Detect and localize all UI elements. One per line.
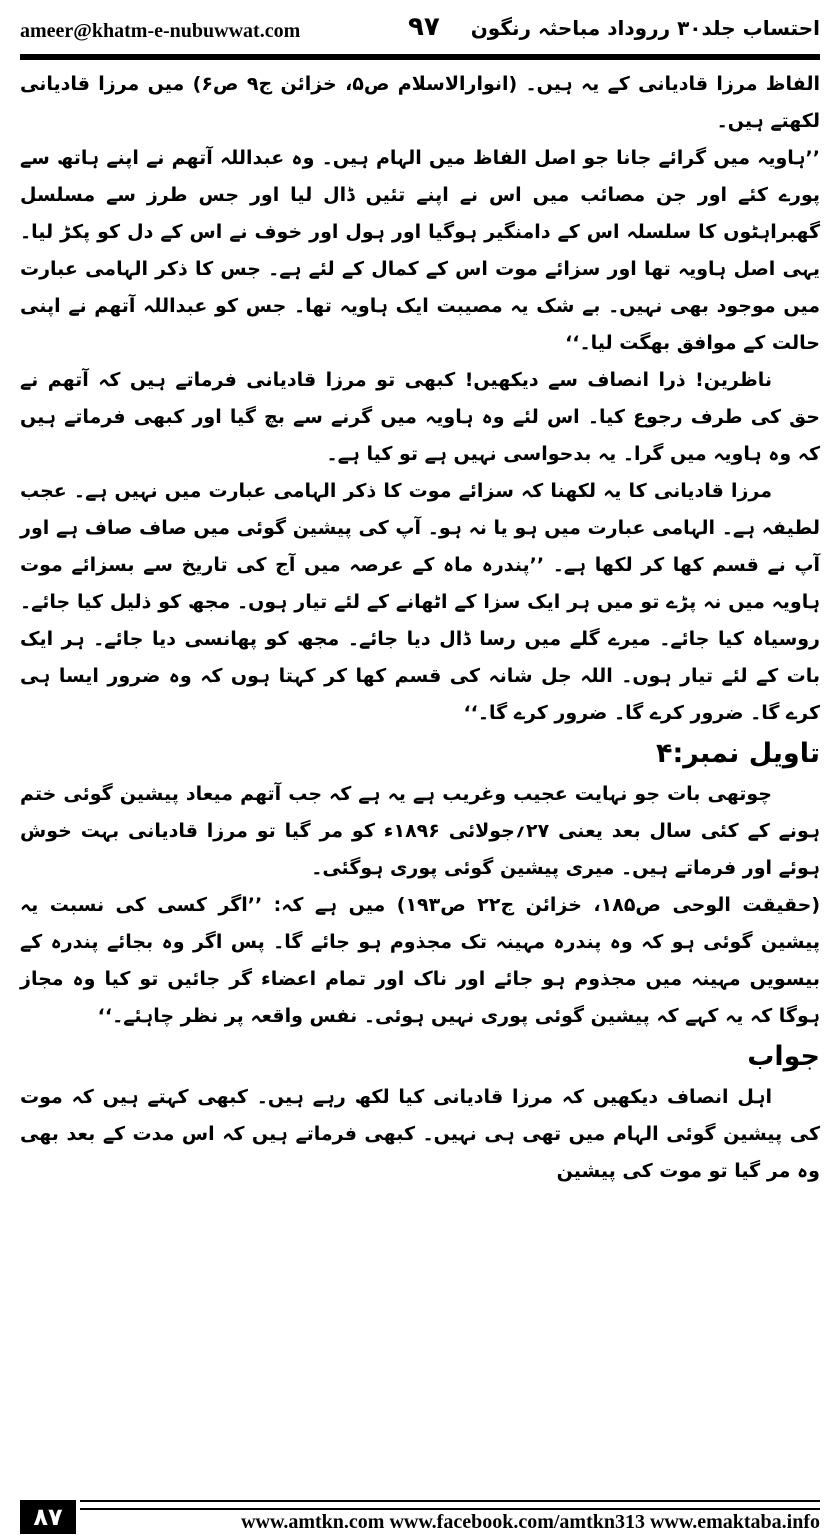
footer-rule (80, 1500, 820, 1510)
paragraph-2: ’’ہاویہ میں گرائے جانا جو اصل الفاظ میں الہام ہیں۔ وہ عبداللہ آتھم نے اپنے ہاتھ سے پورے کئے اور جن مصائب میں اس نے اپنے تئیں ڈال لیا اور جس طرز سے مسلسل گھبراہٹوں کا سلسلہ اس کے دامنگیر ہوگیا اور ہول اور خوف نے اس کے دل کو پکڑ لیا۔ یہی اصل ہاویہ تھا اور سزائے موت اس کے کمال کے لئے ہے۔ جس کا ذکر الہامی عبارت میں موجود بھی نہیں۔ بے شک یہ مصیبت ایک ہاویہ تھا۔ جس کو عبداللہ آتھم نے اپنی حالت کے موافق بھگت لیا۔‘‘ (20, 147, 820, 354)
paragraph-6: (حقیقت الوحی ص۱۸۵، خزائن ج۲۲ ص۱۹۳) میں ہے کہ: ’’اگر کسی کی نسبت یہ پیشین گوئی ہو کہ وہ پندرہ مہینہ تک مجذوم ہو جائے گا۔ پس اگر وہ بجائے پندرہ کے بیسویں مہینہ میں مجذوم ہو جائے اور ناک اور تمام اعضاء گر جائیں تو کیا وہ مجاز ہوگا کہ یہ کہے کہ پیشین گوئی پوری نہیں ہوئی۔ نفس واقعہ پر نظر چاہئے۔‘‘ (20, 894, 820, 1027)
header-page-number: ۹۷ (408, 12, 440, 42)
header-email: ameer@khatm-e-nubuwwat.com (20, 20, 301, 42)
page-footer (20, 1500, 820, 1534)
paragraph-7: اہل انصاف دیکھیں کہ مرزا قادیانی کیا لکھ رہے ہیں۔ کبھی کہتے ہیں کہ موت کی پیشین گوئی الہام میں تھی ہی نہیں۔ کبھی فرماتے ہیں کہ اس مدت کے بعد بھی وہ مر گیا تو موت کی پیشین (20, 1086, 820, 1182)
section-heading-jawab: جواب (747, 1041, 820, 1072)
footer-urls: www.amtkn.com www.facebook.com/amtkn313 www.emaktaba.info (241, 1511, 820, 1533)
paragraph-5: چوتھی بات جو نہایت عجیب وغریب ہے یہ ہے کہ جب آتھم میعاد پیشین گوئی ختم ہونے کے کئی سال بعد یعنی ۲۷؍جولائی ۱۸۹۶ء کو مر گیا تو مرزا قادیانی بہت خوش ہوئے اور فرماتے ہیں۔ میری پیشین گوئی پوری ہوگئی۔ (20, 783, 820, 879)
paragraph-4: مرزا قادیانی کا یہ لکھنا کہ سزائے موت کا ذکر الہامی عبارت میں نہیں ہے۔ عجب لطیفہ ہے۔ الہامی عبارت میں ہو یا نہ ہو۔ آپ کی پیشین گوئی میں صاف صاف ہے اور آپ نے قسم کھا کر لکھا ہے۔ ’’پندرہ ماہ کے عرصہ میں آج کی تاریخ سے بسزائے موت ہاویہ میں نہ پڑے تو میں ہر ایک سزا کے اٹھانے کے لئے تیار ہوں۔ مجھ کو ذلیل کیا جائے۔ روسیاہ کیا جائے۔ میرے گلے میں رسا ڈال دیا جائے۔ مجھ کو پھانسی دیا جائے۔ ہر ایک بات کے لئے تیار ہوں۔ اللہ جل شانہ کی قسم کھا کر کہتا ہوں کہ وہ ضرور ایسا ہی کرے گا۔ ضرور کرے گا۔ ضرور کرے گا۔‘‘ (20, 480, 820, 724)
header-rule (20, 54, 820, 60)
paragraph-1: الفاظ مرزا قادیانی کے یہ ہیں۔ (انوارالاسلام ص۵، خزائن ج۹ ص۶) میں مرزا قادیانی لکھتے ہیں۔ (20, 73, 820, 132)
footer-page-number: ۸۷ (20, 1500, 76, 1534)
page-body (20, 66, 820, 1190)
header-title: احتساب جلد۳۰ رروداد مباحثہ رنگون (470, 16, 820, 40)
section-heading-tawil-4: تاویل نمبر:۴ (655, 738, 820, 769)
page-header (20, 12, 820, 52)
paragraph-3: ناظرین! ذرا انصاف سے دیکھیں! کبھی تو مرزا قادیانی فرماتے ہیں کہ آتھم نے حق کی طرف رجوع کیا۔ اس لئے وہ ہاویہ میں گرنے سے بچ گیا اور کبھی فرماتے ہیں کہ وہ ہاویہ میں گرا۔ یہ بدحواسی نہیں ہے تو کیا ہے۔ (20, 369, 820, 465)
